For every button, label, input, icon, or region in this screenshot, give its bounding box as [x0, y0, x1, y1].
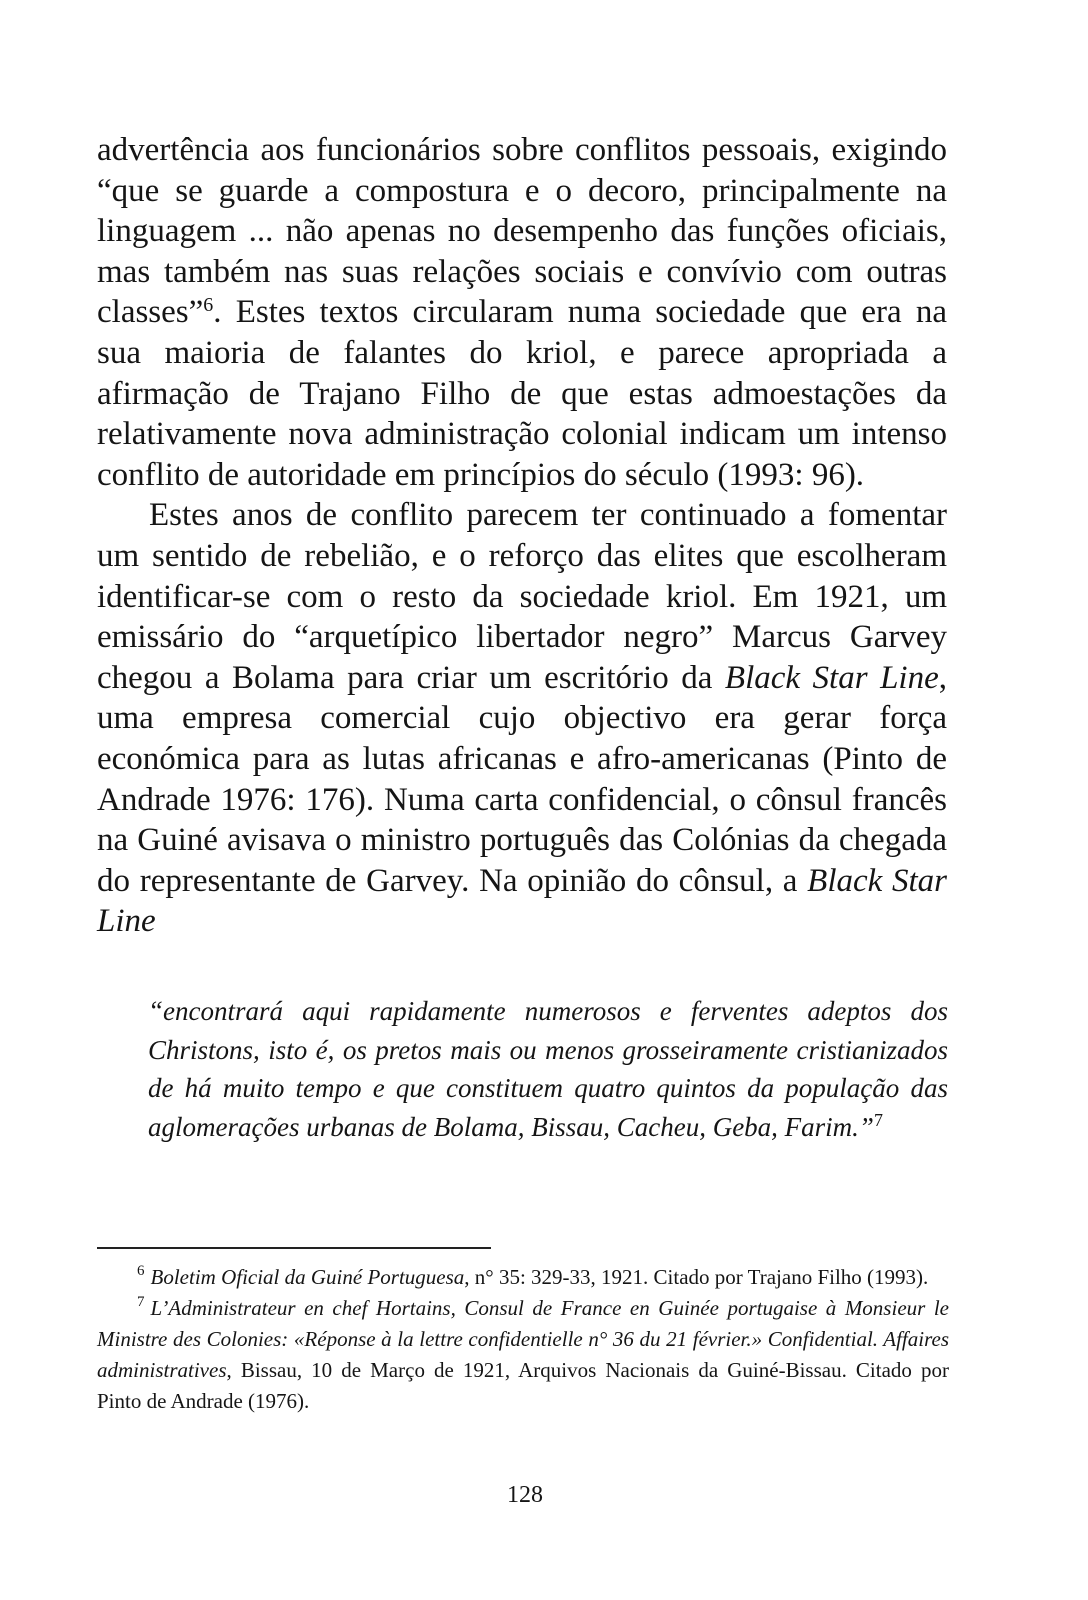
footnote-ref-7: 7 [873, 1109, 883, 1130]
main-text [97, 130, 947, 942]
block-quote [148, 992, 948, 1146]
paragraph-2-italic-black-star-line-2: Black Star Line [97, 862, 947, 940]
paragraph-2-italic-black-star-line: Black Star Line [724, 659, 939, 696]
paragraph-2-text-b: , uma empresa comercial cujo objectivo era gerar força económica para as lutas africanas e afro-americanas (Pinto de Andrade 1976: 176). Numa carta confidencial, o cônsul francês na Guiné avisava o ministro português das Colónias da chegada do representante de Garvey. Na opinião do cônsul, a [97, 659, 947, 899]
footnote-6-number: 6 [137, 1263, 145, 1279]
footnote-ref-6: 6 [203, 294, 214, 317]
footnote-6-text: , n° 35: 329-33, 1921. Citado por Trajano Filho (1993). [464, 1265, 929, 1289]
page-number: 128 [507, 1482, 543, 1508]
footnote-6-italic: Boletim Oficial da Guiné Portuguesa [150, 1265, 465, 1289]
paragraph-1-text-a: advertência aos funcionários sobre conflitos pessoais, exigindo “que se guarde a compostura e o decoro, principalmente na linguagem ... não apenas no desempenho das funções oficiais, mas também nas suas relações sociais e convívio com outras classes” [97, 132, 947, 331]
footnotes [97, 1262, 949, 1417]
paragraph-1-text-b: . Estes textos circularam numa sociedade que era na sua maioria de falantes do kriol, e parece apropriada a afirmação de Trajano Filho de que estas admoestações da relativamente nova administração colonial indicam um intenso conflito de autoridade em princípios do século (1993: 96). [97, 294, 947, 493]
footnote-7-italic: L’Administrateur en chef Hortains, Consul de France en Guinée portugaise à Monsieur le Ministre des Colonies: «Réponse à la lettre confidentielle n° 36 du 21 février.» Confidential. Affaires administratives [97, 1296, 949, 1382]
footnote-6 [97, 1262, 949, 1293]
quote-paragraph [148, 992, 948, 1146]
footnote-7 [97, 1293, 949, 1417]
paragraph-2-text-a: Estes anos de conflito parecem ter continuado a fomentar um sentido de rebelião, e o reforço das elites que escolheram identificar-se com o resto da sociedade kriol. Em 1921, um emissário do “arquetípico libertador negro” Marcus Garvey chegou a Bolama para criar um escritório da [97, 497, 947, 696]
footnote-7-number: 7 [137, 1294, 145, 1310]
footnote-7-text: , Bissau, 10 de Março de 1921, Arquivos Nacionais da Guiné-Bissau. Citado por Pinto de Andrade (1976). [97, 1358, 949, 1413]
paragraph-1 [97, 130, 947, 495]
footnote-divider [97, 1247, 491, 1249]
quote-text: “encontrará aqui rapidamente numerosos e ferventes adeptos dos Christons, isto é, os pretos mais ou menos grosseiramente cristianizados de há muito tempo e que constituem quatro quintos da população das aglomerações urbanas de Bolama, Bissau, Cacheu, Geba, Farim.” [148, 996, 948, 1142]
paragraph-2 [97, 495, 947, 942]
